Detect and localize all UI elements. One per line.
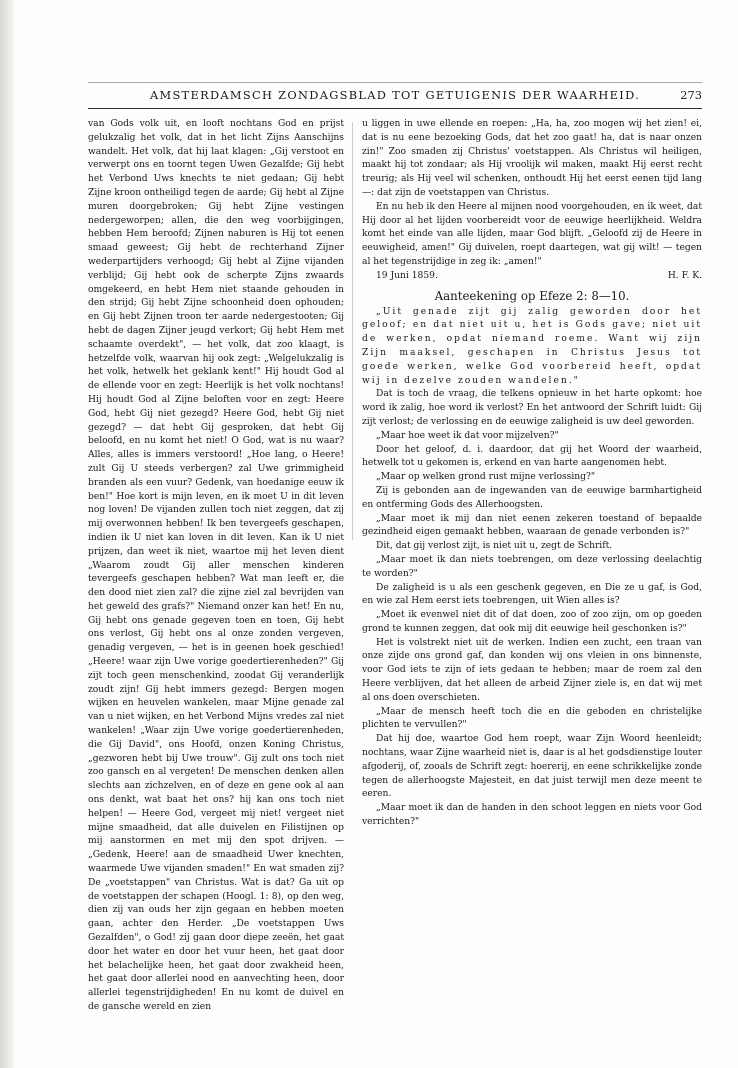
scripture-quote: „Uit genade zijt gij zalig geworden door het geloof; en dat niet uit u, het is Gods gave; niet uit de werken, opdat niemand roeme. Want wij zijn Zijn maaksel, geschapen in Christus Jesus tot goede werken, welke God voorbereid heeft, opdat wij in dezelve zouden wandelen." [362, 306, 702, 386]
article-title: Aanteekening op Efeze 2: 8—10. [434, 288, 630, 303]
page-edge-shadow [0, 0, 14, 1068]
journal-title: AMSTERDAMSCH ZONDAGSBLAD TOT GETUIGENIS DER WAARHEID. [149, 88, 641, 102]
body-paragraph: Het is volstrekt niet uit de werken. Indien een zucht, een traan van onze zijde ons grond gaf, dan konden wij ons vleien in ons binnenste, voor God iets te zijn of iets gedaan te hebben; maar de roem zal den Heere verblijven, dat het alleen de arbeid Zijner ziele is, en dat wij met al ons doen overschieten. [362, 637, 702, 703]
body-paragraph: „Maar op welken grond rust mijne verlossing?" [376, 472, 596, 483]
body-paragraph: Dat is toch de vraag, die telkens opnieuw in het harte opkomt: hoe word ik zalig, hoe word ik verlost? En het antwoord der Schrift luidt: Gij zijt verlost; de verlossing en de eeuwige zaligheid is uw deel geworden. [362, 389, 702, 427]
page-number: 273 [680, 88, 702, 102]
body-paragraph: Dit, dat gij verlost zijt, is niet uit u, zegt de Schrift. [376, 541, 613, 552]
letter-date: 19 Juni 1859. [376, 270, 438, 281]
body-paragraph: „Maar de mensch heeft toch die en die geboden en christelijke plichten te vervullen?" [362, 706, 702, 731]
left-paragraph: van Gods volk uit, en looft nochtans God en prijst gelukzalig het volk, dat in het licht Zijns Aanschijns wandelt. Het volk, dat hij laat klagen: „Gij verstoot en verwerpt ons en toornt tegen Uwen Gezalfde; Gij hebt het Verbond Uws knechts te niet gedaan; Gij hebt Zijne kroon ontheiligd tegen de aarde; Gij hebt al Zijne muren doorgebroken; Gij hebt Zijne vestingen nedergeworpen; allen, die den weg voorbijgingen, hebben Hem beroofd; Zijnen naburen is Hij tot eenen smaad geweest; Gij hebt de rechterhand Zijner wederpartijders verhoogd; Gij hebt al Zijne vijanden verblijd; Gij hebt ook de scherpte Zijns zwaards omgekeerd, en hebt Hem niet staande gehouden in den strijd; Gij hebt Zijne schoonheid doen ophouden; en Gij hebt Zijnen troon ter aarde nedergestooten; Gij hebt de dagen Zijner jeugd verkort; Gij hebt Hem met schaamte overdekt", — het volk, dat zoo klaagt, is hetzelfde volk, waarvan hij ook zegt: „Welgelukzalig is het volk, hetwelk het geklank kent!" Hij houdt God al de ellende voor en zegt: Heerlijk is het volk nochtans! Hij houdt God al Zijne beloften voor en zegt: Heere God, hebt Gij niet gezegd? Heere God, hebt Gij niet gezegd? — dat hebt Gij gesproken, dat hebt Gij beloofd, en nu komt het niet! O God, wat is nu waar? Alles, alles is immers verstoord! „Hoe lang, o Heere! zult Gij U steeds verbergen? zal Uwe grimmigheid branden als een vuur? Gedenk, van hoedanige eeuw ik ben!" Hoe kort is mijn leven, en ik moet U in dit leven nog loven! De vijanden zullen toch niet zeggen, dat zij mij overwonnen hebben! Ik ben tevergeefs geschapen, indien ik U niet kan loven in dit leven. Kan ik U niet prijzen, dan weet ik niet, waartoe mij het leven dient „Waarom zoudt Gij aller menschen kinderen tevergeefs geschapen hebben? Wat man leeft er, die den dood niet zien zal? die zijne ziel zal bevrijden van het geweld des grafs?" Niemand onzer kan het! En nu, Gij hebt ons genade gegeven toen en toen, Gij hebt ons verlost, Gij hebt ons al onze zonden vergeven, genadig vergeven, — het is in geenen hoek geschied! „Heere! waar zijn Uwe vorige goedertierenheden?" Gij zijt toch geen menschenkind, zoodat Gij veranderlijk zoudt zijn! Gij hebt immers gezegd: Bergen mogen wijken en heuvelen wankelen, maar Mijne genade zal van u niet wijken, en het Verbond Mijns vredes zal niet wankelen! „Waar zijn Uwe vorige goedertierenheden, die Gij David", ons Hoofd, onzen Koning Christus, „gezworen hebt bij Uwe trouw". Gij zult ons toch niet zoo gansch en al vergeten! De menschen denken allen slechts aan zichzelven, en of deze en gene ook al aan ons denkt, wat baat het ons? hij kan ons toch niet helpen! — Heere God, vergeet mij niet! vergeet niet mijne smaadheid, dat alle duivelen en Filistijnen op mij aanstormen en met mij den spot drijven. — „Gedenk, Heere! aan de smaadheid Uwer knechten, waarmede Uwe vijanden smaden!" En wat smaden zij? De „voetstappen" van Christus. Wat is dat? Ga uit op de voetstappen der schapen (Hoogl. 1: 8), op den weg, dien zij van ouds her zijn gegaan en hebben moeten gaan, achter den Herder. „De voetstappen Uws Gezalfden", o God! zij gaan door diepe zeeën, het gaat door het water en door het vuur heen, het gaat door het belachelijke heen, het gaat door zwakheid heen, het gaat door allerlei nood en aanvechting heen, door allerlei tegenstrijdigheden! En nu komt de duivel en de gansche wereld en zien [88, 119, 344, 1012]
body-paragraph: Door het geloof, d. i. daardoor, dat gij het Woord der waarheid, hetwelk tot u gekomen is, erkend en van harte aangenomen hebt. [362, 444, 702, 469]
body-paragraph: „Maar moet ik dan de handen in den schoot leggen en niets voor God verrichten?" [362, 803, 702, 828]
right-intro-paragraph-2: En nu heb ik den Heere al mijnen nood voorgehouden, en ik weet, dat Hij door al het lijden voorbereidt voor de eeuwige heerlijkheid. Weldra komt het einde van alle lijden, maar God blijft. „Geloofd zij de Heere in eeuwigheid, amen!" Gij duivelen, roept daartegen, wat gij wilt! — tegen al het tegenstrijdige in zeg ik: „amen!" [362, 201, 702, 267]
body-paragraph: De zaligheid is u als een geschenk gegeven, en Die ze u gaf, is God, en wie zal Hem eerst iets toebrengen, uit Wien alles is? [362, 582, 702, 607]
body-paragraph: „Maar hoe weet ik dat voor mijzelven?" [376, 430, 559, 441]
date-signature-line [362, 270, 702, 284]
body-paragraph: Zij is gebonden aan de ingewanden van de eeuwige barmhartigheid en ontferming Gods des Allerhoogsten. [362, 485, 702, 510]
top-rule [88, 82, 702, 83]
body-paragraph: „Maar moet ik mij dan niet eenen zekeren toestand of bepaalde gezindheid eigen gemaakt hebben, waaraan de genade verbonden is?" [362, 513, 702, 538]
body-paragraph: „Maar moet ik dan niets toebrengen, om deze verlossing deelachtig te worden?" [362, 554, 702, 579]
body-paragraph: Dat hij doe, waartoe God hem roept, waar Zijn Woord heenleidt; nochtans, waar Zijne waarheid niet is, daar is al het godsdienstige louter afgoderij, of, zooals de Schrift zegt: hoererij, en eene schrikkelijke zonde tegen de allerhoogste Majesteit, en dat juist terwijl men deze meent te eeren. [362, 734, 702, 800]
header-rule [88, 108, 702, 109]
column-divider [352, 122, 353, 540]
left-column [88, 118, 344, 1015]
author-signature: H. F. K. [667, 270, 702, 281]
right-intro-paragraph: u liggen in uwe ellende en roepen: „Ha, ha, zoo mogen wij het zien! ei, dat is nu eene bezoeking Gods, dat het zoo gaat! ha, dat is naar onzen zin!" Zoo smaden zij Christus' voetstappen. Als Christus wil heiligen, maakt hij tot zondaar; als Hij vroolijk wil maken, maakt Hij eerst recht treurig; als Hij veel wil schenken, onthoudt Hij het eerst eenen tijd lang —: dat zijn de voetstappen van Christus. [362, 119, 702, 198]
running-header [88, 86, 702, 106]
right-column [362, 118, 702, 830]
body-paragraph: „Moet ik evenwel niet dit of dat doen, zoo of zoo zijn, om op goeden grond te kunnen zeggen, dat ook mij dit eeuwige heil geschonken is?" [362, 610, 702, 634]
